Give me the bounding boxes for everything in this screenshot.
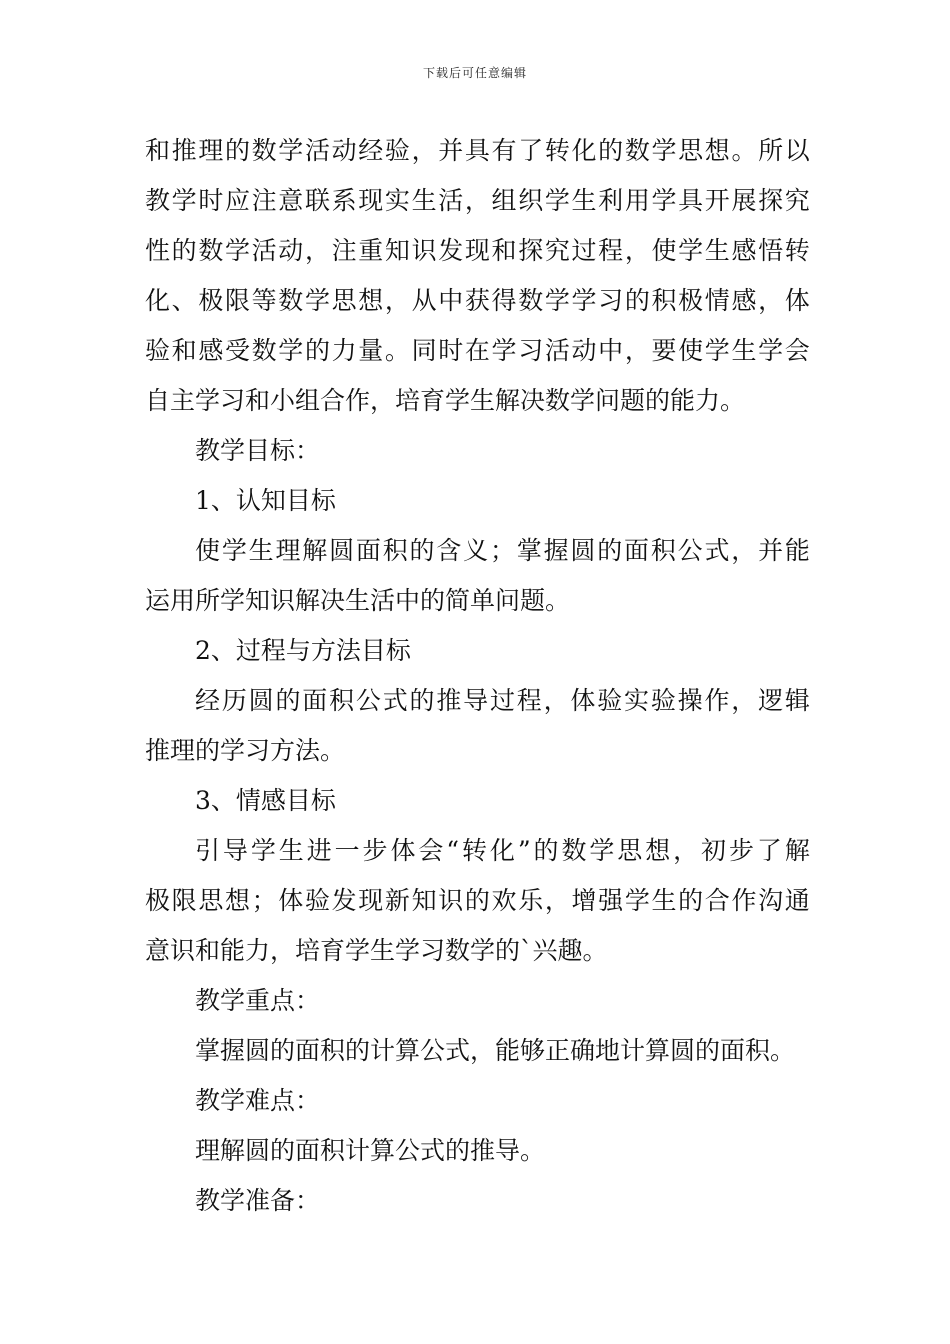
paragraph-line: 意识和能力，培育学生学习数学的`兴趣。 — [145, 936, 608, 965]
paragraph-line: 理解圆的面积计算公式的推导。 — [195, 1136, 546, 1165]
section-heading: 教学难点： — [195, 1086, 321, 1115]
paragraph-line: 自主学习和小组合作，培育学生解决数学问题的能力。 — [145, 386, 746, 415]
paragraph-line: 化 、 极 限 等 数 学 思 想 ， 从 中 获 得 数 学 学 习 的 积 极 情 感 ， 体 — [145, 286, 810, 315]
paragraph-line: 极 限 思 想 ； 体 验 发 现 新 知 识 的 欢 乐 ， 增 强 学 生 的 合 作 沟 通 — [145, 886, 810, 915]
document-body — [145, 126, 810, 1226]
paragraph-line: 使 学 生 理 解 圆 面 积 的 含 义 ； 掌 握 圆 的 面 积 公 式 ， 并 能 — [195, 536, 810, 565]
paragraph-line: 掌握圆的面积的计算公式，能够正确地计算圆的面积。 — [195, 1036, 796, 1065]
page-header: 下载后可任意编辑 — [422, 66, 527, 80]
subsection-heading: 1、认知目标 — [195, 486, 336, 515]
subsection-heading: 3、情感目标 — [195, 786, 336, 815]
paragraph-line: 运用所学知识解决生活中的简单问题。 — [145, 586, 571, 615]
paragraph-line: 引 导 学 生 进 一 步 体 会 “ 转 化 ” 的 数 学 思 想 ， 初 步 了 解 — [195, 836, 810, 865]
paragraph-line: 经 历 圆 的 面 积 公 式 的 推 导 过 程 ， 体 验 实 验 操 作 ， 逻 辑 — [195, 686, 810, 715]
paragraph-line: 性 的 数 学 活 动 ， 注 重 知 识 发 现 和 探 究 过 程 ， 使 学 生 感 悟 转 — [145, 236, 810, 265]
paragraph-line: 验 和 感 受 数 学 的 力 量 。 同 时 在 学 习 活 动 中 ， 要 使 学 生 学 会 — [145, 336, 810, 365]
paragraph-line: 推理的学习方法。 — [145, 736, 346, 765]
section-heading: 教学重点： — [195, 986, 321, 1015]
paragraph-line: 和 推 理 的 数 学 活 动 经 验 ， 并 具 有 了 转 化 的 数 学 思 想 。 所 以 — [145, 136, 810, 165]
paragraph-line: 教 学 时 应 注 意 联 系 现 实 生 活 ， 组 织 学 生 利 用 学 具 开 展 探 究 — [145, 186, 810, 215]
subsection-heading: 2、过程与方法目标 — [195, 636, 411, 665]
section-heading: 教学目标： — [195, 436, 321, 465]
section-heading: 教学准备： — [195, 1186, 321, 1215]
